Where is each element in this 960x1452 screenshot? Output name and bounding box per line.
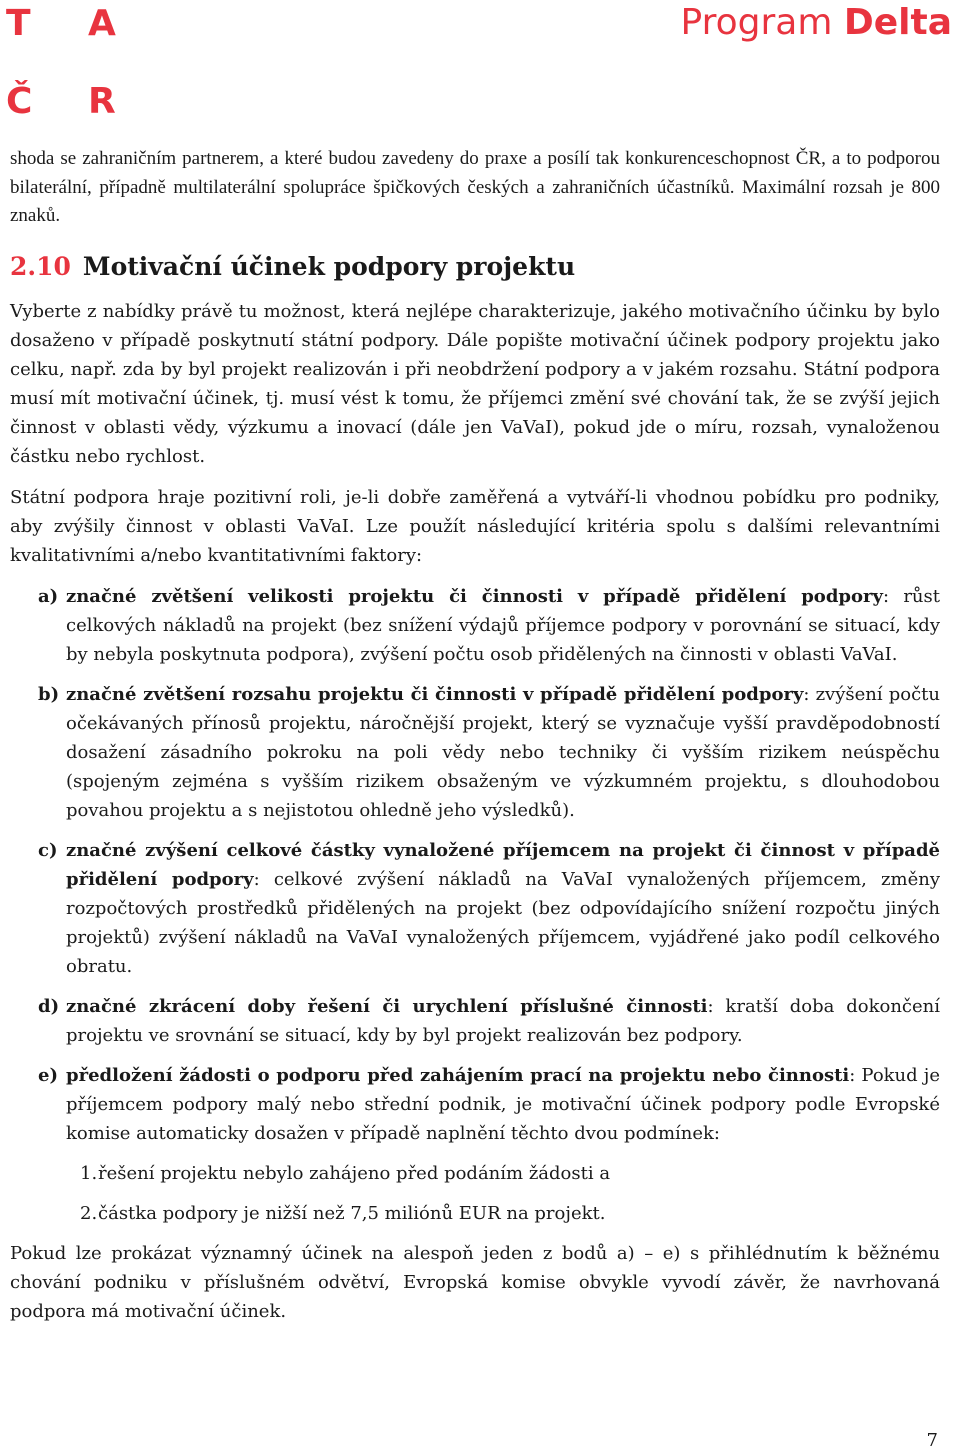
criterion-label: c)	[38, 839, 58, 861]
logo-letter-r: R	[88, 81, 116, 122]
program-delta-logo	[681, 2, 953, 44]
logo-letter-c: Č	[6, 81, 33, 122]
criterion-text: : růst celkových nákladů na projekt (bez snížení výdajů příjemce podpory v porovnání se situací, kdy by nebyla poskytnuta podpora), zvýšení počtu osob přidělených na činnosti v oblasti VaVaI.	[66, 585, 940, 665]
criterion-title: značné zvětšení rozsahu projektu či činnosti v případě přidělení podpory	[66, 683, 804, 705]
criterion-title: značné zkrácení doby řešení či urychlení příslušné činnosti	[66, 995, 708, 1017]
criterion-label: d)	[38, 995, 60, 1017]
condition-label: 1.	[80, 1162, 98, 1184]
criterion-item	[10, 1061, 940, 1148]
logo-letter-t: T	[6, 3, 31, 44]
criterion-text: : Pokud je příjemcem podpory malý nebo střední podnik, je motivační účinek podpory podle Evropské komise automaticky dosažen v případě naplnění těchto dvou podmínek:	[66, 1064, 941, 1144]
criterion-label: e)	[38, 1064, 58, 1086]
intro-paragraph: shoda se zahraničním partnerem, a které budou zavedeny do praxe a posílí tak konkurenceschopnost ČR, a to podporou bilaterální, případně multilaterální spolupráce špičkových českých a zahraničních účastníků. Maximální rozsah je 800 znaků.	[10, 148, 940, 226]
criterion-item	[10, 582, 940, 669]
criterion-title: předložení žádosti o podporu před zahájením prací na projektu nebo činnosti	[66, 1064, 850, 1086]
criterion-text: : celkové zvýšení nákladů na VaVaI vynaložených příjemcem, změny rozpočtových prostředků přidělených na projekt (bez odpovídajícího snížení rozpočtu jiných projektů) zvýšení nákladů na VaVaI vynaložených příjemcem, vyjádřené jako podíl celkového obratu.	[66, 868, 941, 977]
section-title: Motivační účinek podpory projektu	[82, 251, 576, 281]
closing-paragraph: Pokud lze prokázat významný účinek na alespoň jeden z bodů a) – e) s přihlédnutím k běžnému chování podniku v příslušném odvětví, Evropská komise obvykle vyvodí závěr, že navrhovaná podpora má motivační účinek.	[10, 1242, 940, 1322]
criterion-item	[10, 680, 940, 825]
criterion-text: : kratší doba dokončení projektu ve srovnání se situací, kdy by byl projekt realizován bez podpory.	[66, 995, 941, 1046]
condition-text: řešení projektu nebylo zahájeno před podáním žádosti a	[98, 1162, 611, 1184]
condition-item	[10, 1159, 940, 1188]
document-body	[10, 145, 940, 1338]
page-number: 7	[926, 1430, 938, 1451]
program-word: Program	[680, 2, 833, 43]
logo-letter-a: A	[88, 3, 116, 44]
criterion-item	[10, 992, 940, 1050]
condition-label: 2.	[80, 1202, 98, 1224]
criterion-label: a)	[38, 585, 59, 607]
program-name: Delta	[843, 2, 952, 43]
condition-item	[10, 1199, 940, 1228]
criterion-label: b)	[38, 683, 60, 705]
criterion-item	[10, 836, 940, 981]
criterion-title: značné zvýšení celkové částky vynaložené příjemcem na projekt či činnost v případě přidělení podpory	[66, 839, 940, 890]
tacr-logo	[6, 4, 126, 124]
paragraph: Státní podpora hraje pozitivní roli, je-li dobře zaměřená a vytváří-li vhodnou pobídku pro podniky, aby zvýšily činnost v oblasti VaVaI. Lze použít následující kritéria spolu s dalšími relevantními kvalitativními a/nebo kvantitativními faktory:	[10, 486, 940, 566]
criterion-title: značné zvětšení velikosti projektu či činnosti v případě přidělení podpory	[66, 585, 883, 607]
condition-text: částka podpory je nižší než 7,5 miliónů EUR na projekt.	[98, 1202, 606, 1224]
paragraph: Vyberte z nabídky právě tu možnost, která nejlépe charakterizuje, jakého motivačního účinku by bylo dosaženo v případě poskytnutí státní podpory. Dále popište motivační účinek podpory projektu jako celku, např. zda by byl projekt realizován i při neobdržení podpory a v jakém rozsahu. Státní podpora musí mít motivační účinek, tj. musí vést k tomu, že příjemci změní své chování tak, že se zvýší jejich činnost v oblasti vědy, výzkumu a inovací (dále jen VaVaI), pokud jde o míru, rozsah, vynaloženou částku nebo rychlost.	[10, 300, 940, 467]
section-heading	[10, 249, 940, 285]
criterion-text: : zvýšení počtu očekávaných přínosů projektu, náročnější projekt, který se vyznačuje vyšší pravděpodobností dosažení zásadního pokroku na poli vědy nebo techniky či vyšším rizikem neúspěchu (spojeným zejména s vyšším rizikem obsaženým ve výzkumném projektu, s dlouhodobou povahou projektu a s nejistotou ohledně jeho výsledků).	[66, 683, 940, 821]
section-number: 2.10	[10, 251, 71, 281]
